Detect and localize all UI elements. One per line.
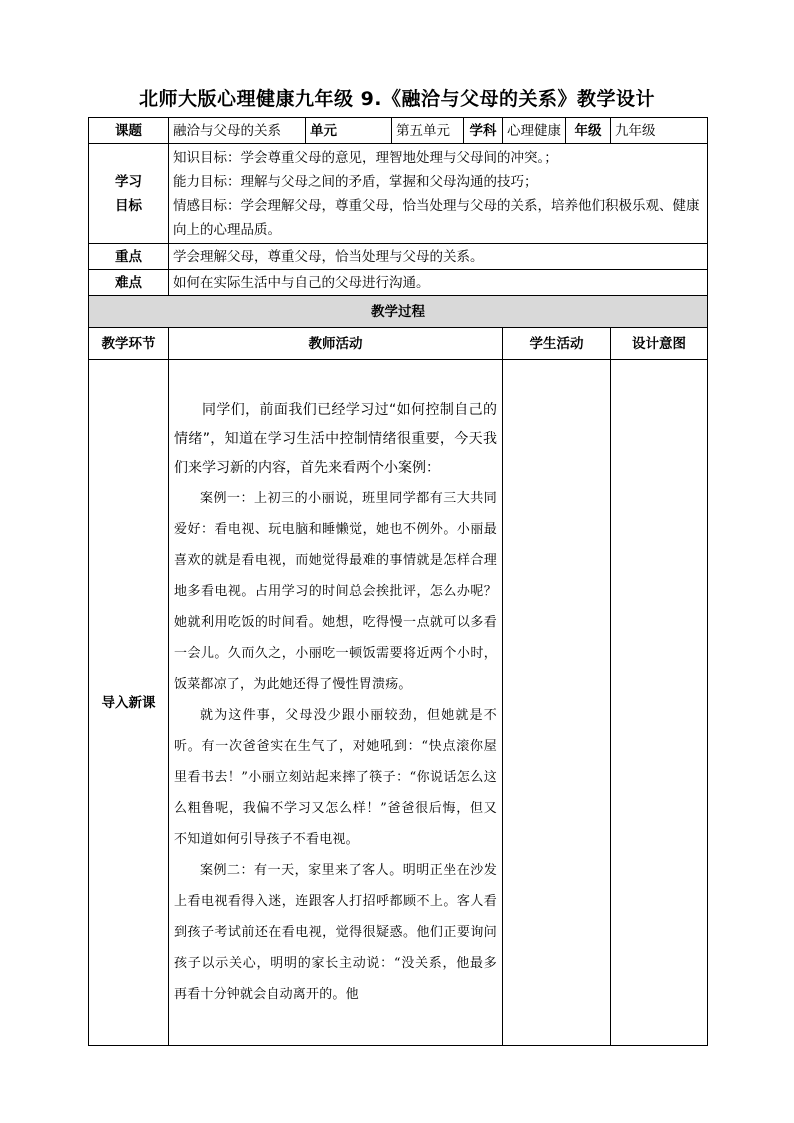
goal-ability: 能力目标：理解与父母之间的矛盾，掌握和父母沟通的技巧； bbox=[173, 173, 538, 190]
difficulty-value: 如何在实际生活中与自己的父母进行沟通。 bbox=[169, 270, 708, 296]
intro-paragraph: 同学们，前面我们已经学习过“如何控制自己的情绪”，知道在学习生活中控制情绪很重要，今天我们来学习新的内容，首先来看两个小案例： bbox=[174, 401, 497, 476]
topic-label: 课题 bbox=[89, 118, 169, 144]
goals-label-line2: 目标 bbox=[115, 197, 142, 214]
subject-label: 学科 bbox=[464, 118, 503, 144]
goals-row bbox=[89, 144, 708, 244]
goals-label bbox=[89, 144, 169, 244]
difficulty-row bbox=[89, 270, 708, 296]
goals-label-line1: 学习 bbox=[115, 173, 142, 190]
lesson-plan-table bbox=[88, 117, 708, 1046]
info-row bbox=[89, 118, 708, 144]
goal-emotion: 情感目标：学会理解父母，尊重父母，恰当处理与父母的关系，培养他们积极乐观、健康向上的心理品质。 bbox=[173, 197, 700, 238]
col-teacher: 教师活动 bbox=[169, 328, 503, 360]
stage-cell: 导入新课 bbox=[89, 360, 169, 1046]
unit-label: 单元 bbox=[306, 118, 392, 144]
col-student: 学生活动 bbox=[503, 328, 611, 360]
subject-value: 心理健康 bbox=[503, 118, 566, 144]
goals-content bbox=[169, 144, 708, 244]
process-header-row bbox=[89, 296, 708, 328]
key-point-label: 重点 bbox=[89, 244, 169, 270]
grade-value: 九年级 bbox=[611, 118, 708, 144]
key-point-value: 学会理解父母，尊重父母，恰当处理与父母的关系。 bbox=[169, 244, 708, 270]
case-one-followup-paragraph: 就为这件事，父母没少跟小丽较劲，但她就是不听。有一次爸爸实在生气了，对她吼到：“快点滚你屋里看书去！”小丽立刻站起来摔了筷子：“你说话怎么这么粗鲁呢，我偏不学习又怎么样！”爸爸很后悔，但又不知道如何引导孩子不看电视。 bbox=[174, 707, 497, 847]
grade-label: 年级 bbox=[566, 118, 611, 144]
case-two-paragraph: 案例二：有一天，家里来了客人。明明正坐在沙发上看电视看得入迷，连跟客人打招呼都顾不上。客人看到孩子考试前还在看电视，觉得很疑惑。他们正要询问孩子以示关心，明明的家长主动说：“没关系，他最多再看十分钟就会自动离开的。他 bbox=[174, 862, 497, 1002]
key-point-row bbox=[89, 244, 708, 270]
process-columns-row bbox=[89, 328, 708, 360]
student-activity bbox=[503, 360, 611, 1046]
design-intent bbox=[611, 360, 708, 1046]
process-header: 教学过程 bbox=[89, 296, 708, 328]
unit-value: 第五单元 bbox=[392, 118, 464, 144]
goal-knowledge: 知识目标：学会尊重父母的意见，理智地处理与父母间的冲突。； bbox=[173, 149, 558, 166]
process-content-row bbox=[89, 360, 708, 1046]
case-one-paragraph: 案例一：上初三的小丽说，班里同学都有三大共同爱好：看电视、玩电脑和睡懒觉，她也不例外。小丽最喜欢的就是看电视，而她觉得最难的事情就是怎样合理地多看电视。占用学习的时间总会挨批评，怎么办呢？她就利用吃饭的时间看。她想，吃得慢一点就可以多看一会儿。久而久之，小丽吃一顿饭需要将近两个小时，饭菜都凉了，为此她还得了慢性胃溃疡。 bbox=[174, 490, 497, 692]
col-stage: 教学环节 bbox=[89, 328, 169, 360]
teacher-activity bbox=[169, 360, 503, 1046]
document-title: 北师大版心理健康九年级 9.《融洽与父母的关系》教学设计 bbox=[138, 88, 656, 110]
col-intent: 设计意图 bbox=[611, 328, 708, 360]
difficulty-label: 难点 bbox=[89, 270, 169, 296]
topic-value: 融洽与父母的关系 bbox=[169, 118, 306, 144]
